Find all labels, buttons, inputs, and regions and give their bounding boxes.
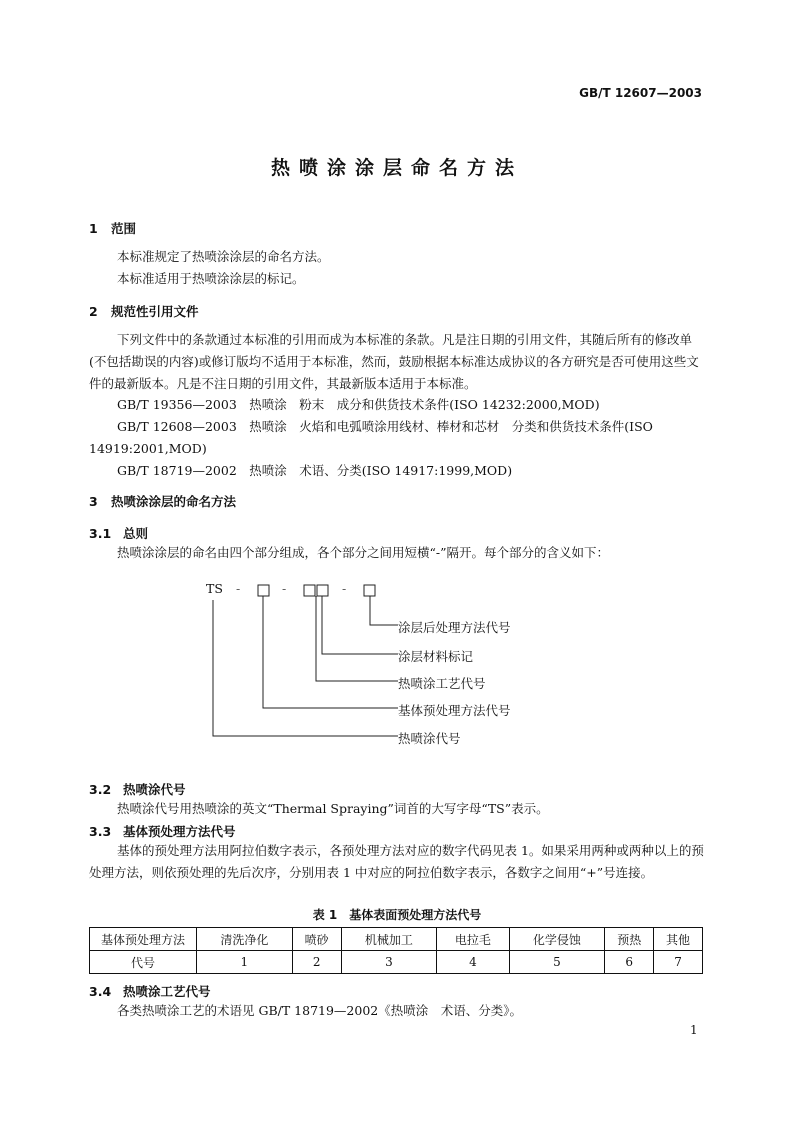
reference-item: GB/T 19356—2003 热喷涂 粉末 成分和供货技术条件(ISO 14232:2000,MOD) <box>117 397 600 412</box>
page-number: 1 <box>690 1023 698 1037</box>
reference-item: GB/T 12608—2003 热喷涂 火焰和电弧喷涂用线材、棒材和芯材 分类和供货技术条件(ISO <box>117 419 653 434</box>
table-header-row <box>90 928 703 951</box>
diagram-lines <box>180 575 560 755</box>
document-title: 热喷涂涂层命名方法 <box>270 157 523 179</box>
label-process: 热喷涂工艺代号 <box>398 676 486 691</box>
table-cell: 3 <box>341 951 437 974</box>
table-cell: 6 <box>605 951 654 974</box>
section-1-para-2: 本标准适用于热喷涂涂层的标记。 <box>117 271 305 286</box>
table-cell: 机械加工 <box>341 928 437 951</box>
section-3-4-para: 各类热喷涂工艺的术语见 GB/T 18719—2002《热喷涂 术语、分类》。 <box>117 1003 522 1018</box>
pretreatment-code-table <box>89 927 703 974</box>
table-cell: 1 <box>197 951 293 974</box>
table-cell: 4 <box>437 951 509 974</box>
box-process-b <box>317 585 328 596</box>
section-3-2-heading: 3.2 热喷涂代号 <box>89 782 186 797</box>
table-cell: 喷砂 <box>292 928 341 951</box>
table-cell: 预热 <box>605 928 654 951</box>
naming-structure-diagram <box>180 575 560 755</box>
table-row <box>90 951 703 974</box>
table-cell: 其他 <box>654 928 703 951</box>
separator-dash: - <box>342 581 347 596</box>
section-3-2-para: 热喷涂代号用热喷涂的英文“Thermal Spraying”词首的大写字母“TS”表示。 <box>117 801 549 816</box>
box-process-a <box>304 585 315 596</box>
table-caption: 表 1 基体表面预处理方法代号 <box>312 908 482 922</box>
section-3-1-para: 热喷涂涂层的命名由四个部分组成，各个部分之间用短横“-”隔开。每个部分的含义如下： <box>117 545 610 560</box>
reference-item-continuation: 14919:2001,MOD) <box>89 441 207 456</box>
table-cell: 5 <box>509 951 605 974</box>
label-material: 涂层材料标记 <box>398 649 474 664</box>
leader-process <box>316 596 398 681</box>
section-3-3-para: 基体的预处理方法用阿拉伯数字表示，各预处理方法对应的数字代码见表 1。如果采用两种或两种以上的预处理方法，则依预处理的先后次序，分别用表 1 中对应的阿拉伯数字表示，各数字之间用“+”号连接。 <box>89 843 704 880</box>
ts-code: TS <box>206 581 223 596</box>
section-3-4-heading: 3.4 热喷涂工艺代号 <box>89 984 211 999</box>
leader-substrate <box>263 596 398 708</box>
label-ts: 热喷涂代号 <box>398 731 461 746</box>
standard-number: GB/T 12607—2003 <box>579 86 702 100</box>
separator-dash: - <box>236 581 241 596</box>
label-post-treatment: 涂层后处理方法代号 <box>398 620 511 635</box>
table-cell: 代号 <box>90 951 197 974</box>
section-2-para-1: 下列文件中的条款通过本标准的引用而成为本标准的条款。凡是注日期的引用文件，其随后所有的修改单(不包括勘误的内容)或修订版均不适用于本标准，然而，鼓励根据本标准达成协议的各方研究是否可使用这些文件的最新版本。凡是不注日期的引用文件，其最新版本适用于本标准。 <box>89 332 699 391</box>
table-cell: 化学侵蚀 <box>509 928 605 951</box>
section-1-para-1: 本标准规定了热喷涂涂层的命名方法。 <box>117 249 330 264</box>
label-substrate: 基体预处理方法代号 <box>398 703 511 718</box>
table-cell: 7 <box>654 951 703 974</box>
box-substrate-pretreatment <box>258 585 269 596</box>
section-1-heading: 1 范围 <box>89 221 137 236</box>
table-cell: 清洗净化 <box>197 928 293 951</box>
separator-dash: - <box>282 581 287 596</box>
box-post-treatment <box>364 585 375 596</box>
reference-item: GB/T 18719—2002 热喷涂 术语、分类(ISO 14917:1999,MOD) <box>117 463 513 478</box>
section-3-3-heading: 3.3 基体预处理方法代号 <box>89 824 236 839</box>
section-3-1-heading: 3.1 总则 <box>89 526 149 541</box>
leader-post-treatment <box>370 596 398 625</box>
table-cell: 电拉毛 <box>437 928 509 951</box>
table-cell: 基体预处理方法 <box>90 928 197 951</box>
section-3-heading: 3 热喷涂涂层的命名方法 <box>89 494 237 509</box>
table-cell: 2 <box>292 951 341 974</box>
section-2-heading: 2 规范性引用文件 <box>89 304 199 319</box>
